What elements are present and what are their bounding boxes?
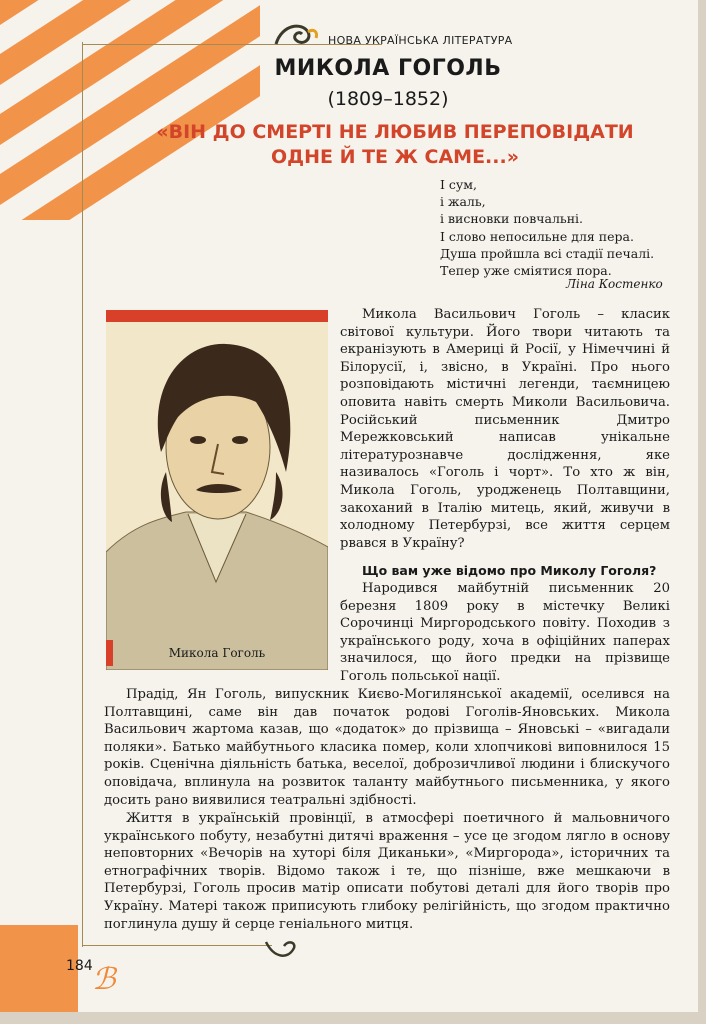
paragraph-birth: Народився майбутній письменник 20 березня 1809 року в містечку Великі Сорочинці Миргородського повіту. Походив з українського роду, хоча в офіційних паперах значилося, що його предки на прізвище Гоголь польської нації. xyxy=(340,581,670,684)
epigraph-heading-line-2: ОДНЕ Й ТЕ Ж САМЕ...» xyxy=(271,146,519,168)
question-heading: Що вам уже відомо про Миколу Гоголя? xyxy=(362,563,657,578)
portrait-drawing xyxy=(106,322,328,670)
epigraph-heading xyxy=(150,120,640,170)
poem-line: І слово непосильне для пера. xyxy=(440,228,634,244)
swirl-ornament-icon xyxy=(272,18,322,52)
poem-line: І сум, xyxy=(440,177,477,192)
section-header: НОВА УКРАЇНСЬКА ЛІТЕРАТУРА xyxy=(328,34,513,47)
poem-epigraph xyxy=(440,176,654,279)
poem-line: Душа пройшла всі стадії печалі. xyxy=(440,245,655,261)
portrait-caption: Микола Гоголь xyxy=(168,646,266,660)
page-number: 184 xyxy=(66,958,93,974)
page-title: МИКОЛА ГОГОЛЬ xyxy=(274,56,502,81)
frame-vertical-line xyxy=(82,42,83,947)
swirl-ornament-icon xyxy=(262,938,298,966)
paragraph-intro: Микола Васильович Гоголь – класик світової культури. Його твори читають та екранізують в Америці й Росії, у Німеччині й Білорусії, і, звісно, в Україні. Про нього розповідають містичні легенди, таємницею оповита навіть смерть Миколи Васильовича. Російський письменник Дмитро Мережковський написав унікальне літературознавче дослідження, яке називалось «Гоголь і чорт». То хто ж він, Микола Гоголь, уродженець Полтавщини, закоханий в Італію митець, який, живучи в холодному Петербурзі, все життя серцем рвався в Україну? xyxy=(340,307,670,551)
poem-line: і жаль, xyxy=(440,194,486,210)
paragraph-childhood: Життя в українській провінції, в атмосфері поетичного й мальовничого українського побуту, незабутні дитячі враження – усе це згодом лягло в основу неповторних «Вечорів на хуторі біля Диканьки», «Миргорода», історичних та етнографічних творів. Відомо також і те, що пізніше, вже мешкаючи в Петербурзі, Гоголь просив матір описати побутові деталі для його творів про Україну. Матері також приписують глибоку релігійність, що згодом практично поглинула душу й серце геніального митця. xyxy=(104,811,670,932)
epigraph-heading-line-1: «ВІН ДО СМЕРТІ НЕ ЛЮБИВ ПЕРЕПОВІДАТИ xyxy=(156,121,634,143)
paragraph-ancestors: Прадід, Ян Гоголь, випускник Києво-Могилянської академії, оселився на Полтавщині, саме він дав початок родові Гоголів-Яновських. Микола Васильович жартома казав, що «додаток» до прізвища – Яновські – «вигадали поляки». Батько майбутнього класика помер, коли хлопчикові виповнилося 15 років. Сценічна діяльність батька, веселої, доброзичливої людини і блискучого оповідача, вплинула на розвиток таланту майбутнього письменника, у якого досить рано виявилися театральні здібності. xyxy=(104,687,670,808)
corner-stripes-decoration xyxy=(0,0,260,220)
frame-bottom-line xyxy=(82,945,272,946)
page-ornament-icon: ℬ xyxy=(92,962,116,997)
poem-author: Ліна Костенко xyxy=(566,277,663,291)
poem-line: і висновки повчальні. xyxy=(440,211,584,227)
poem-line: Тепер уже сміятися пора. xyxy=(440,263,612,279)
life-years: (1809–1852) xyxy=(327,88,449,110)
portrait-image xyxy=(106,310,328,670)
